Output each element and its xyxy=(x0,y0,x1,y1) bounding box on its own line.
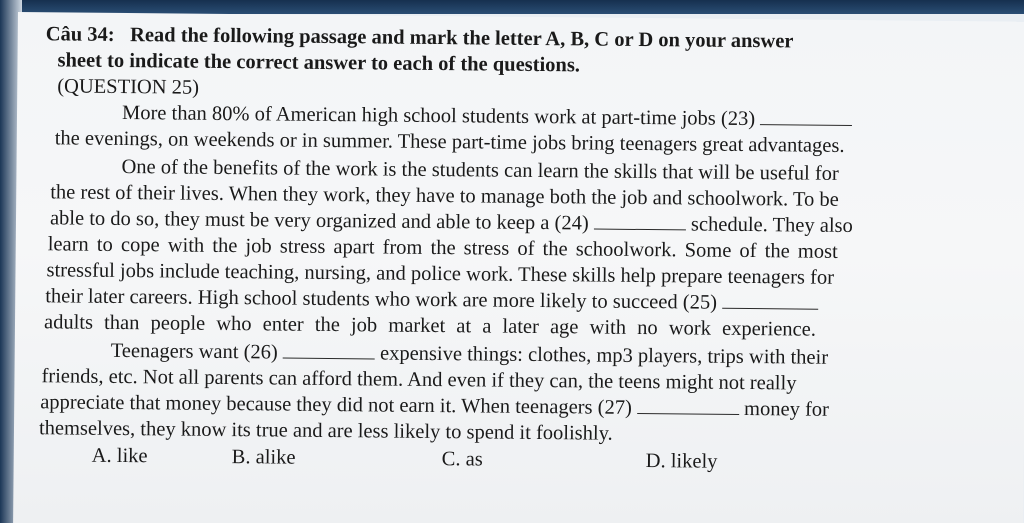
passage-line: friends, etc. Not all parents can afford them. And even if they can, the teens might not really xyxy=(41,365,797,395)
option-c[interactable] xyxy=(442,448,483,471)
option-text: alike xyxy=(255,446,296,469)
option-a[interactable] xyxy=(92,445,148,469)
blank-25 xyxy=(722,293,818,310)
option-letter: A. xyxy=(91,444,112,467)
blank-23 xyxy=(760,109,852,126)
question-number: Câu 34: xyxy=(45,23,115,46)
option-text: like xyxy=(116,444,148,468)
passage-line: One of the benefits of the work is the students can learn the skills that will be useful for xyxy=(121,156,839,185)
answer-options xyxy=(14,444,1014,484)
passage-line: themselves, they know its true and are less likely to spend it foolishly. xyxy=(38,417,613,445)
blank-24 xyxy=(594,214,686,231)
question-sub-label: (QUESTION 25) xyxy=(57,75,200,99)
question-instruction: Read the following passage and mark the letter A, B, C or D on your answer xyxy=(129,24,794,53)
option-text: likely xyxy=(670,450,718,473)
passage-line: More than 80% of American high school students work at part-time jobs (23) xyxy=(122,101,852,132)
blank-26 xyxy=(283,343,375,360)
passage-line: Teenagers want (26) expensive things: clothes, mp3 players, trips with their xyxy=(110,339,829,369)
option-b[interactable] xyxy=(232,446,296,470)
passage-line: the evenings, on weekends or in summer. These part-time jobs bring teenagers great advantages. xyxy=(54,127,845,157)
passage-line: the rest of their lives. When they work, they have to manage both the job and schoolwork. To be xyxy=(50,181,839,211)
question-instruction-continued: sheet to indicate the correct answer to each of the questions. xyxy=(57,49,581,77)
option-text: as xyxy=(465,448,483,471)
screen-top-edge xyxy=(0,0,1024,14)
option-letter: D. xyxy=(645,450,666,473)
passage-line: learn to cope with the job stress apart from the stress of the schoolwork. Some of the most xyxy=(47,233,838,263)
question-sheet xyxy=(13,12,1024,523)
passage-line: their later careers. High school students who work are more likely to succeed (25) xyxy=(45,284,818,315)
option-d[interactable] xyxy=(646,450,718,474)
blank-27 xyxy=(637,398,739,415)
option-letter: C. xyxy=(441,448,461,471)
option-letter: B. xyxy=(231,446,251,469)
passage-line: appreciate that money because they did not earn it. When teenagers (27) money for xyxy=(40,391,830,421)
passage-line: able to do so, they must be very organized and able to keep a (24) schedule. They also xyxy=(49,207,853,238)
passage-line: adults than people who enter the job market at a later age with no work experience. xyxy=(43,311,817,341)
passage-line: stressful jobs include teaching, nursing, and police work. These skills help prepare teenagers for xyxy=(46,259,835,289)
